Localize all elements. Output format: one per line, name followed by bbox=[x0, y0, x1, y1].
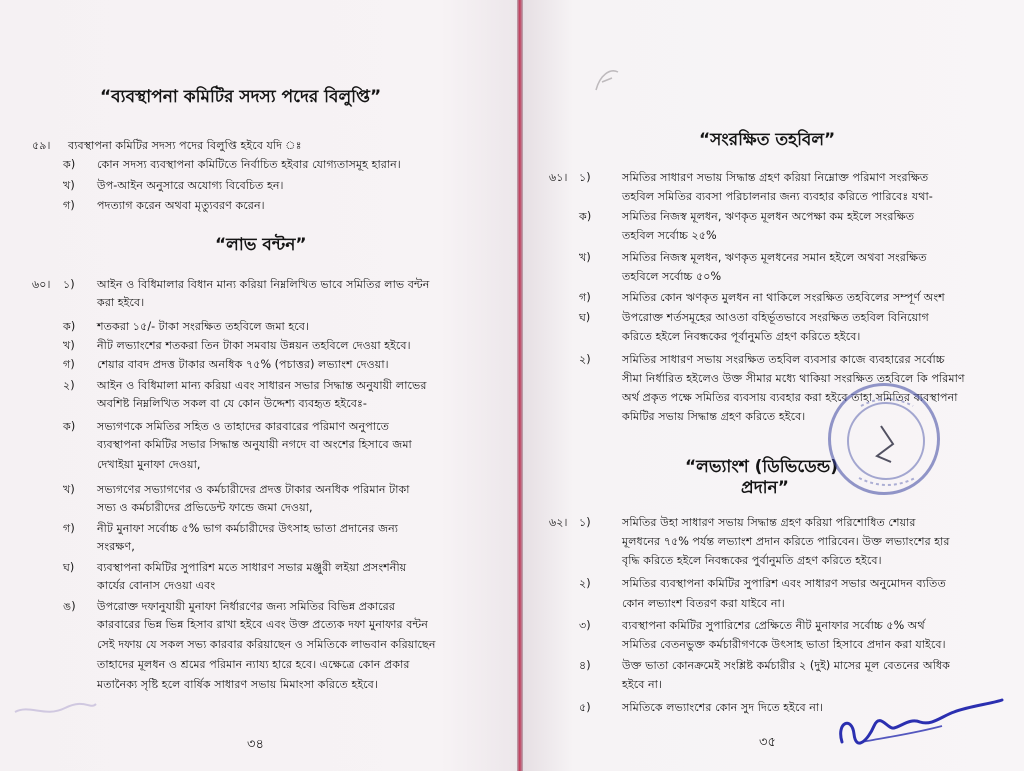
sangrakkhita-tohobil-heading: “সংরক্ষিত তহবিল” bbox=[699, 130, 836, 150]
s62-item-line: সমিতিকে লভ্যাংশের কোন সুদ দিতে হইবে না। bbox=[622, 701, 824, 714]
s60-item2-line: উপরোক্ত দফানুযায়ী মুনাফা নির্ধারণের জন্য সমিতির বিভিন্ন প্রকারের bbox=[97, 600, 395, 613]
s61-item-line: করিতে হইলে নিবন্ধকের পূর্বানুমতি গ্রহণ করিতে হইবে। bbox=[622, 330, 861, 343]
s60-item2-line: নীট মুনাফা সর্বোচ্চ ৫% ভাগ কর্মচারীদের উৎসাহ ভাতা প্রদানের জন্য bbox=[97, 522, 399, 535]
s62-item-line: উক্ত ভাতা কোনক্রমেই সংশ্লিষ্ট কর্মচারীর ২ (দুই) মাসের মূল বেতনের অধিক bbox=[622, 659, 950, 672]
s60-item2-line: সংরক্ষণ, bbox=[97, 540, 135, 553]
s61-sub2-line: কমিটির সভায় সিদ্ধান্ত গ্রহণ করিতে হইবে। bbox=[622, 410, 806, 423]
page-number-left: ৩৪ bbox=[247, 737, 264, 752]
s60-sub1-label: ১) bbox=[63, 278, 75, 291]
s61-sub1-line: সমিতির সাধারণ সভায় সিদ্ধান্ত গ্রহণ করিয়া নিম্নোক্ত পরিমাণ সংরক্ষিত bbox=[622, 171, 929, 184]
s60-item-label: খ) bbox=[63, 339, 75, 352]
right-page bbox=[523, 0, 1024, 771]
s62-item-label: ১) bbox=[579, 516, 591, 529]
s59-item-text: পদত্যাগ করেন অথবা মৃত্যুবরণ করেন। bbox=[97, 199, 265, 212]
s61-item-label: ঘ) bbox=[579, 311, 591, 324]
bilupti-heading: “ব্যবস্থাপনা কমিটির সদস্য পদের বিলুপ্তি” bbox=[100, 87, 382, 107]
s62-item-line: সমিতির উহা সাধারণ সভায় সিদ্ধান্ত গ্রহণ করিয়া পরিশোধিত শেয়ার bbox=[622, 516, 916, 529]
s60-item2-line: সভ্যগণকে সমিতির সহিত ও তাহাদের কারবারের পরিমাণ অনুপাতে bbox=[97, 420, 389, 433]
s62-item-label: ৫) bbox=[579, 701, 591, 714]
s60-sub2-line: আইন ও বিধিমালা মান্য করিয়া এবং সাধারন সভার সিদ্ধান্ত অনুযায়ী লাভের bbox=[97, 379, 427, 392]
s62-item-line: হইবে না। bbox=[622, 678, 662, 691]
s62-item-label: ৪) bbox=[579, 659, 591, 672]
s62-item-line: ব্যবস্থাপনা কমিটির সুপারিশের প্রেক্ষিতে নীট মুনাফার সর্বোচ্চ ৫% অর্থ bbox=[622, 619, 925, 632]
ink-smudge bbox=[10, 690, 100, 730]
page-number-right: ৩৫ bbox=[759, 735, 776, 750]
s60-item2-line: মতানৈক্য সৃষ্টি হলে বার্ষিক সাধারণ সভায় মিমাংসা করিতে হইবে। bbox=[97, 678, 378, 691]
s61-item-line: সমিতির নিজস্ব মূলধন, ঋণকৃত মূলধন অপেক্ষা কম হইলে সংরক্ষিত bbox=[622, 210, 915, 223]
s60-item2-line: সেই দফায় যে সকল সভ্য কারবার করিয়াছেন ও সমিতিকে লাভবান করিয়াছেন bbox=[97, 638, 436, 651]
handwritten-signature-icon bbox=[822, 682, 1012, 762]
s60-sub2-label: ২) bbox=[63, 379, 75, 392]
s59-item-label: খ) bbox=[63, 179, 75, 192]
s59-item-label: গ) bbox=[63, 199, 75, 212]
s61-item-line: তহবিলে সর্বোচ্চ ৫০% bbox=[622, 270, 722, 283]
s60-sub1-line: আইন ও বিধিমালার বিধান মান্য করিয়া নিম্নলিখিত ভাবে সমিতির লাভ বন্টন bbox=[97, 278, 430, 291]
s60-item2-line: ব্যবস্থাপনা কমিটির সুপারিশ মতে সাধারণ সভার মঞ্জুরী লইয়া প্রসংশনীয় bbox=[97, 561, 407, 574]
s61-sub2-line: অর্থ প্রকৃত পক্ষে সমিতির ব্যবসায় ব্যবহার করা হইবে তাহা সমিতির ব্যবস্থাপনা bbox=[622, 391, 958, 404]
s59-item-label: ক) bbox=[63, 158, 76, 171]
s62-item-label: ৩) bbox=[579, 619, 591, 632]
s61-sub2-label: ২) bbox=[579, 353, 591, 366]
s60-sub1-line: করা হইবে। bbox=[97, 296, 145, 309]
section-59-intro: ব্যবস্থাপনা কমিটির সদস্য পদের বিলুপ্তি হইবে যদি ঃ bbox=[68, 139, 302, 152]
dividend-heading-line-1: “লভ্যাংশ (ডিভিডেন্ড) bbox=[685, 457, 839, 477]
s60-item-text: শতকরা ১৫/- টাকা সংরক্ষিত তহবিলে জমা হবে। bbox=[97, 320, 309, 333]
s61-item-label: খ) bbox=[579, 251, 591, 264]
s61-item-line: তহবিল সর্বোচ্চ ২৫% bbox=[622, 229, 717, 242]
s60-item-label: ক) bbox=[63, 320, 76, 333]
pencil-mark bbox=[588, 60, 628, 100]
section-59-number: ৫৯। bbox=[32, 139, 51, 152]
s62-item-line: বৃদ্ধি করিতে হইলে নিবন্ধকের পুর্বানুমতি গ্রহণ করিতে হইবে। bbox=[622, 554, 882, 567]
s61-sub1-line: তহবিল সমিতির ব্যবসা পরিচালনার জন্য ব্যবহার করিতে পারিবেঃ যথা- bbox=[622, 190, 933, 203]
s61-item-label: ক) bbox=[579, 210, 592, 223]
s61-sub1-label: ১) bbox=[579, 171, 591, 184]
s61-item-line: সমিতির নিজস্ব মূলধন, ঋণকৃত মূলধনের সমান হইলে অথবা সংরক্ষিত bbox=[622, 251, 927, 264]
s60-item2-line: কারবারের ভিন্ন ভিন্ন হিসাব রাখা হইবে এবং উক্ত প্রত্যেক দফা মুনাফার বন্টন bbox=[97, 618, 428, 631]
s60-item2-line: কার্যের বোনাস দেওয়া এবং bbox=[97, 579, 216, 592]
s60-item2-line: ব্যবস্থাপনা কমিটির সভার সিদ্ধান্ত অনুযায়ী নগদে বা অংশের হিসাবে জমা bbox=[97, 438, 412, 451]
s61-sub2-line: সমিতির সাধারণ সভায় সংরক্ষিত তহবিল ব্যবসার কাজে ব্যবহারের সর্বোচ্চ bbox=[622, 353, 945, 366]
s60-item2-label: ঙ) bbox=[63, 600, 76, 613]
labh-bontan-heading: “লাভ বন্টন” bbox=[215, 235, 307, 255]
s61-item-label: গ) bbox=[579, 291, 591, 304]
s61-item-line: সমিতির কোন ঋণকৃত মুলধন না থাকিলে সংরক্ষিত তহবিলের সম্পূর্ণ অংশ bbox=[622, 291, 945, 304]
s61-item-line: উপরোক্ত শর্তসমূহের আওতা বহির্ভূতভাবে সংরক্ষিত তহবিল বিনিয়োগ bbox=[622, 311, 929, 324]
s60-item2-line: সভ্য ও কর্মচারীদের প্রভিডেন্ট ফান্ডে জমা দেওয়া, bbox=[97, 501, 313, 514]
s60-item-text: নীট লভ্যাংশের শতকরা তিন টাকা সমবায় উন্নয়ন তহবিলে দেওয়া হইবে। bbox=[97, 339, 411, 352]
dividend-heading-line-2: প্রদান” bbox=[741, 478, 789, 498]
s60-item2-line: তাহাদের মূলধন ও শ্রমের পরিমান ন্যায্য হারে হবে। এক্ষেত্রে কোন প্রকার bbox=[97, 658, 410, 671]
s60-item2-label: খ) bbox=[63, 483, 75, 496]
s60-item-text: শেয়ার বাবদ প্রদত্ত টাকার অনধিক ৭৫% (পচাত্তর) লভ্যাংশ দেওয়া। bbox=[97, 358, 389, 371]
s59-item-text: কোন সদস্য ব্যবস্থাপনা কমিটিতে নির্বাচিত হইবার যোগ্যতাসমূহ হারান। bbox=[97, 158, 401, 171]
s60-item2-label: গ) bbox=[63, 522, 75, 535]
s60-item2-line: সভ্যগণের সভ্যাগণের ও কর্মচারীদের প্রদত্ত টাকার অনধিক পরিমান টাকা bbox=[97, 483, 410, 496]
s59-item-text: উপ-আইন অনুসারে অযোগ্য বিবেচিত হন। bbox=[97, 179, 284, 192]
s62-item-label: ২) bbox=[579, 577, 591, 590]
s60-item-label: গ) bbox=[63, 358, 75, 371]
s61-sub2-line: সীমা নির্ধারিত হইলেও উক্ত সীমার মধ্যে থাকিয়া সংরক্ষিত তহবিলে কি পরিমাণ bbox=[622, 372, 965, 385]
s60-item2-line: দেখাইয়া মুনাফা দেওয়া, bbox=[97, 458, 201, 471]
s60-item2-label: ক) bbox=[63, 420, 76, 433]
s62-item-line: মূলধনের ৭৫% পর্যন্ত লভ্যাংশ প্রদান করিতে পারিবেন। উক্ত লভ্যাংশের হার bbox=[622, 535, 950, 548]
s62-item-line: কোন লভ্যাংশ বিতরণ করা যাইবে না। bbox=[622, 597, 785, 610]
seal-mark-icon bbox=[831, 386, 943, 498]
s62-item-line: সমিতির বেতনভুক্ত কর্মচারীগণকে উৎসাহ ভাতা হিসাবে প্রদান করা যাইবে। bbox=[622, 638, 946, 651]
section-61-number: ৬১। bbox=[549, 171, 568, 184]
section-60-number: ৬০। bbox=[32, 278, 51, 291]
s62-item-line: সমিতির ব্যবস্থাপনা কমিটির সুপারিশ এবং সাধারণ সভার অনুমোদন ব্যতিত bbox=[622, 577, 946, 590]
s60-item2-label: ঘ) bbox=[63, 561, 75, 574]
s60-sub2-line: অবশিষ্ট নিম্নলিখিত সকল বা যে কোন উদ্দেশ্য ব্যবহৃত হইবেঃ- bbox=[97, 397, 367, 410]
section-62-number: ৬২। bbox=[549, 516, 568, 529]
official-seal-stamp bbox=[828, 383, 940, 495]
